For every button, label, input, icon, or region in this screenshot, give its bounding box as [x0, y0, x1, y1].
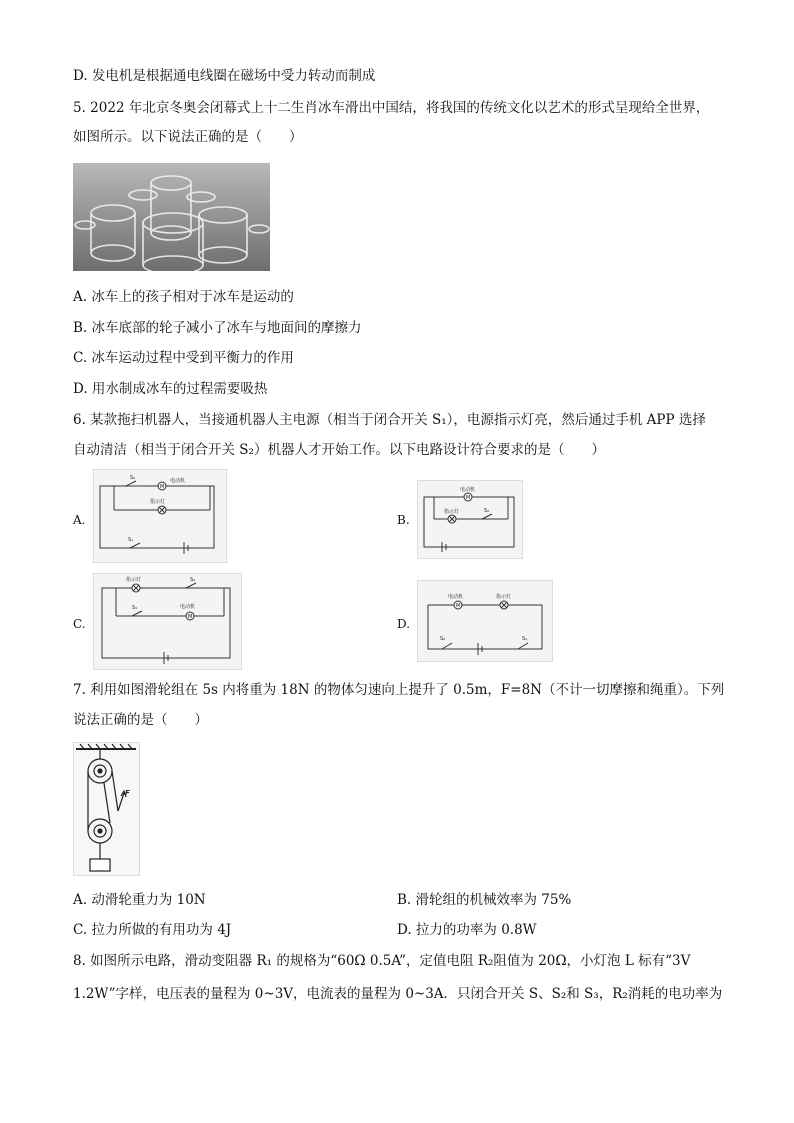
q5-stem-line1: 5. 2022 年北京冬奥会闭幕式上十二生肖冰车滑出中国结，将我国的传统文化以艺术的形式呈现给全世界， [73, 100, 710, 116]
q6d-s1-label: S₁ [522, 636, 528, 642]
q6d-motor-symbol: M [456, 603, 461, 609]
q6-stem-line2: 自动清洁（相当于闭合开关 S₂）机器人才开始工作。以下电路设计符合要求的是（ ） [73, 442, 605, 458]
q6b-lamp-label: 指示灯 [444, 509, 460, 515]
q5-option-c: C. 冰车运动过程中受到平衡力的作用 [73, 350, 294, 366]
q6-circuit-a [93, 469, 227, 563]
q6c-lamp-label: 指示灯 [126, 577, 142, 583]
force-f-label: F [125, 789, 130, 797]
pulley-system-figure [73, 742, 140, 876]
q6-option-b-label: B. [397, 513, 410, 527]
q6d-lamp-label: 指示灯 [496, 594, 512, 600]
q5-option-d: D. 用水制成冰车的过程需要吸热 [73, 381, 268, 397]
q7-stem-line2: 说法正确的是（ ） [73, 712, 208, 728]
q6-circuit-b [417, 480, 523, 559]
q6b-motor-label: 电动机 [460, 487, 476, 493]
q6a-motor-label: 电动机 [170, 478, 186, 484]
q6a-motor-symbol: M [160, 484, 165, 490]
q6-option-c-label: C. [73, 617, 86, 631]
ice-sled-photo [73, 163, 270, 271]
q5-option-a: A. 冰车上的孩子相对于冰车是运动的 [73, 289, 294, 305]
q6c-s2-label: S₂ [190, 577, 196, 583]
q7-option-d: D. 拉力的功率为 0.8W [397, 922, 537, 938]
q6a-s2-label: S₂ [130, 475, 136, 481]
q5-stem-line2: 如图所示。以下说法正确的是（ ） [73, 129, 303, 145]
q7-option-b: B. 滑轮组的机械效率为 75% [397, 892, 572, 908]
q6a-lamp-label: 指示灯 [150, 499, 166, 505]
q8-stem-line1: 8. 如图所示电路，滑动变阻器 R₁ 的规格为“60Ω 0.5A”，定值电阻 R₂阻值为 20Ω，小灯泡 L 标有“3V [73, 953, 691, 969]
q7-option-c: C. 拉力所做的有用功为 4J [73, 922, 232, 938]
q6c-motor-label: 电动机 [180, 604, 196, 610]
q6b-motor-symbol: M [466, 495, 471, 501]
q6a-s1-label: S₁ [128, 537, 134, 543]
q6b-s2-label: S₂ [484, 508, 490, 514]
q6-stem-line1: 6. 某款拖扫机器人，当接通机器人主电源（相当于闭合开关 S₁），电源指示灯亮，然后通过手机 APP 选择 [73, 412, 706, 428]
q6d-s2-label: S₂ [440, 636, 446, 642]
q6d-motor-label: 电动机 [448, 594, 464, 600]
q6-circuit-d [417, 580, 553, 662]
q6c-motor-symbol: M [188, 614, 193, 620]
q7-option-a: A. 动滑轮重力为 10N [73, 892, 206, 908]
q8-stem-line2: 1.2W”字样，电压表的量程为 0~3V，电流表的量程为 0~3A．只闭合开关 S、S₂和 S₃，R₂消耗的电功率为 [73, 986, 723, 1002]
q5-option-b: B. 冰车底部的轮子减小了冰车与地面间的摩擦力 [73, 320, 362, 336]
q6c-s1-label: S₁ [132, 605, 138, 611]
q6-circuit-c [93, 573, 242, 670]
q6-option-d-label: D. [397, 617, 411, 631]
q7-stem-line1: 7. 利用如图滑轮组在 5s 内将重为 18N 的物体匀速向上提升了 0.5m，F=8N（不计一切摩擦和绳重）。下列 [73, 682, 725, 698]
q6-option-a-label: A. [73, 513, 86, 527]
q4-option-d: D. 发电机是根据通电线圈在磁场中受力转动而制成 [73, 68, 376, 84]
